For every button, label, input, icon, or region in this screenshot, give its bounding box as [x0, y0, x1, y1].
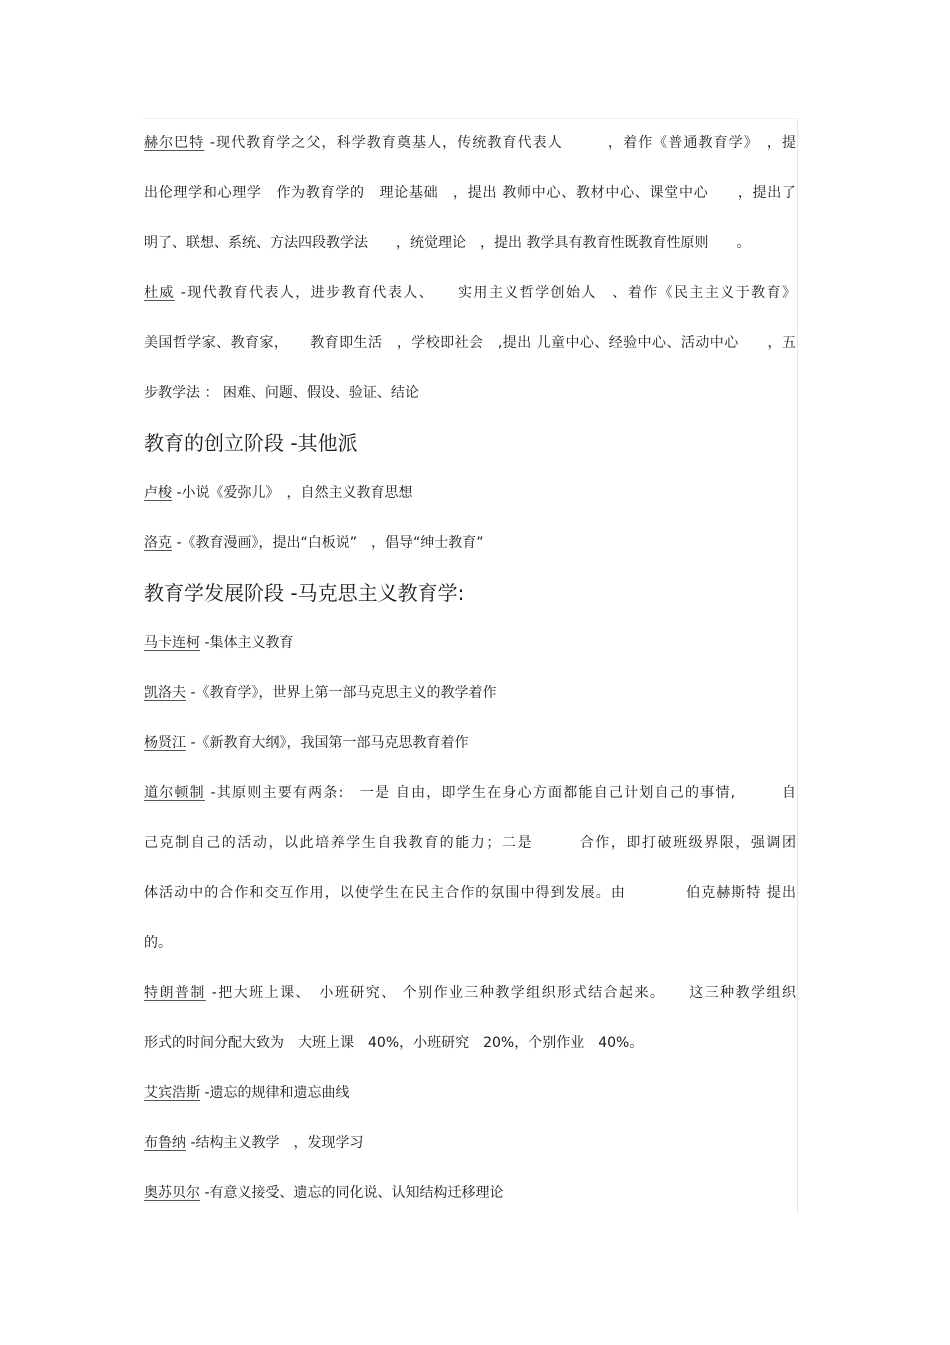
line-text: -有意义接受、遗忘的同化说、认知结构迁移理论: [200, 1185, 504, 1201]
line-text: -现代教育学之父，科学教育奠基人，传统教育代表人 ，着作《普通教育学》 ，提: [204, 135, 796, 151]
text-line: [144, 818, 796, 868]
line-text: 美国哲学家、教育家， 教育即生活 ，学校即社会 ,提出 儿童中心、经验中心、活动中心 ，五: [144, 335, 796, 351]
text-line: [144, 468, 796, 518]
line-text: -《新教育大纲》，我国第一部马克思教育着作: [186, 735, 469, 751]
line-text: -《教育学》，世界上第一部马克思主义的教学着作: [186, 685, 497, 701]
line-text: -集体主义教育: [200, 635, 294, 651]
text-line: [144, 918, 796, 968]
text-line: [144, 1168, 796, 1218]
line-text: 体活动中的合作和交互作用，以使学生在民主合作的氛围中得到发展。由 伯克赫斯特 提出: [144, 885, 796, 901]
text-line: [144, 368, 796, 418]
text-line: [144, 768, 796, 818]
person-name: 奥苏贝尔: [144, 1185, 200, 1201]
person-name: 杨贤江: [144, 735, 186, 751]
document-body: [144, 118, 796, 1218]
text-line: [144, 718, 796, 768]
line-text: -其原则主要有两条: 一是 自由，即学生在身心方面都能自己计划自己的事情, 自: [204, 785, 796, 801]
text-line: [144, 168, 796, 218]
line-text: 步教学法 ： 困难、问题、假设、验证、结论: [144, 385, 419, 401]
person-name: 特朗普制: [144, 985, 206, 1001]
line-text: 出伦理学和心理学 作为教育学的 理论基础 ，提出 教师中心、教材中心、课堂中心 ，提出了: [144, 185, 796, 201]
text-line: [144, 868, 796, 918]
text-line: [144, 518, 796, 568]
line-text: -小说《爱弥儿》 ，自然主义教育思想: [172, 485, 413, 501]
text-line: [144, 268, 796, 318]
text-line: [144, 618, 796, 668]
text-line: [144, 1068, 796, 1118]
person-name: 布鲁纳: [144, 1135, 186, 1151]
person-name: 艾宾浩斯: [144, 1085, 200, 1101]
text-line: [144, 218, 796, 268]
line-text: 形式的时间分配大致为 大班上课 40%，小班研究 20%，个别作业 40%。: [144, 1035, 644, 1051]
person-name: 洛克: [144, 535, 172, 551]
person-name: 卢梭: [144, 485, 172, 501]
person-name: 赫尔巴特: [144, 135, 205, 151]
text-line: [144, 968, 796, 1018]
line-text: -《教育漫画》，提出“白板说” ，倡导“绅士教育”: [172, 535, 484, 551]
text-line: [144, 1018, 796, 1068]
line-text: -现代教育代表人，进步教育代表人、 实用主义哲学创始人 、着作《民主主义于教育》: [174, 285, 796, 301]
person-name: 道尔顿制: [144, 785, 205, 801]
line-text: -遗忘的规律和遗忘曲线: [200, 1085, 350, 1101]
person-name: 杜威: [144, 285, 175, 301]
line-text: 己克制自己的活动，以此培养学生自我教育的能力；二是 合作，即打破班级界限，强调团: [144, 835, 796, 851]
text-line: [144, 1118, 796, 1168]
text-line: [144, 668, 796, 718]
person-name: 凯洛夫: [144, 685, 186, 701]
text-line: [144, 318, 796, 368]
person-name: 马卡连柯: [144, 635, 200, 651]
line-text: 的。: [144, 935, 172, 951]
line-text: 明了、联想、系统、方法四段教学法 ，统觉理论 ，提出 教学具有教育性既教育性原则 。: [144, 235, 751, 251]
section-heading: 教育的创立阶段 -其他派: [144, 431, 358, 455]
section-heading: 教育学发展阶段 -马克思主义教育学:: [144, 581, 465, 605]
line-text: -结构主义教学 ，发现学习: [186, 1135, 364, 1151]
line-text: -把大班上课、 小班研究、 个别作业三种教学组织形式结合起来。 这三种教学组织: [205, 985, 796, 1001]
text-line: [144, 118, 796, 168]
